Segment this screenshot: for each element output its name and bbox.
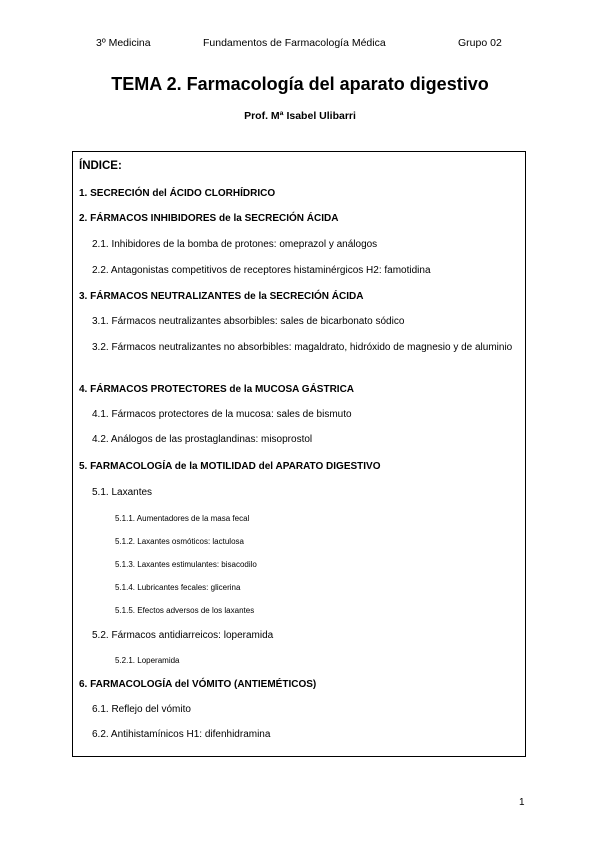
index-box [72, 151, 526, 757]
index-entry: 4. FÁRMACOS PROTECTORES de la MUCOSA GÁSTRICA [79, 384, 355, 395]
index-entry: 3. FÁRMACOS NEUTRALIZANTES de la SECRECIÓN ÁCIDA [79, 291, 364, 302]
index-entry: 4.2. Análogos de las prostaglandinas: misoprostol [92, 434, 313, 445]
index-entry: 5.1.2. Laxantes osmóticos: lactulosa [115, 537, 244, 546]
author: Prof. Mª Isabel Ulibarri [244, 110, 356, 122]
header-course: 3º Medicina [96, 37, 151, 49]
index-entry: 2.2. Antagonistas competitivos de receptores histaminérgicos H2: famotidina [92, 265, 431, 276]
index-entry: 3.2. Fármacos neutralizantes no absorbibles: magaldrato, hidróxido de magnesio y de aluminio [92, 342, 513, 353]
index-entry: 4.1. Fármacos protectores de la mucosa: sales de bismuto [92, 409, 352, 420]
index-entry: 6.1. Reflejo del vómito [92, 704, 191, 715]
index-entry: 5.1.3. Laxantes estimulantes: bisacodilo [115, 560, 257, 569]
index-entry: 5.1. Laxantes [92, 487, 153, 498]
index-entry: 1. SECRECIÓN del ÁCIDO CLORHÍDRICO [79, 188, 276, 199]
page-number: 1 [519, 797, 525, 808]
index-entry: 3.1. Fármacos neutralizantes absorbibles: sales de bicarbonato sódico [92, 316, 405, 327]
index-entry: 6.2. Antihistamínicos H1: difenhidramina [92, 729, 271, 740]
header-group: Grupo 02 [458, 37, 502, 49]
header-subject: Fundamentos de Farmacología Médica [203, 37, 386, 49]
index-entry: 6. FARMACOLOGÍA del VÓMITO (ANTIEMÉTICOS) [79, 679, 317, 690]
index-entry: 5.1.1. Aumentadores de la masa fecal [115, 514, 250, 523]
index-entry: 2.1. Inhibidores de la bomba de protones: omeprazol y análogos [92, 239, 378, 250]
index-entry: 5. FARMACOLOGÍA de la MOTILIDAD del APARATO DIGESTIVO [79, 461, 381, 472]
index-entry: 5.2. Fármacos antidiarreicos: loperamida [92, 630, 274, 641]
index-entry: 2. FÁRMACOS INHIBIDORES de la SECRECIÓN ÁCIDA [79, 213, 339, 224]
index-entry: 5.1.4. Lubricantes fecales: glicerina [115, 583, 241, 592]
index-entry: 5.1.5. Efectos adversos de los laxantes [115, 606, 255, 615]
index-heading: ÍNDICE: [79, 160, 122, 172]
page-title: TEMA 2. Farmacología del aparato digestivo [111, 74, 489, 94]
index-entry: 5.2.1. Loperamida [115, 656, 180, 665]
